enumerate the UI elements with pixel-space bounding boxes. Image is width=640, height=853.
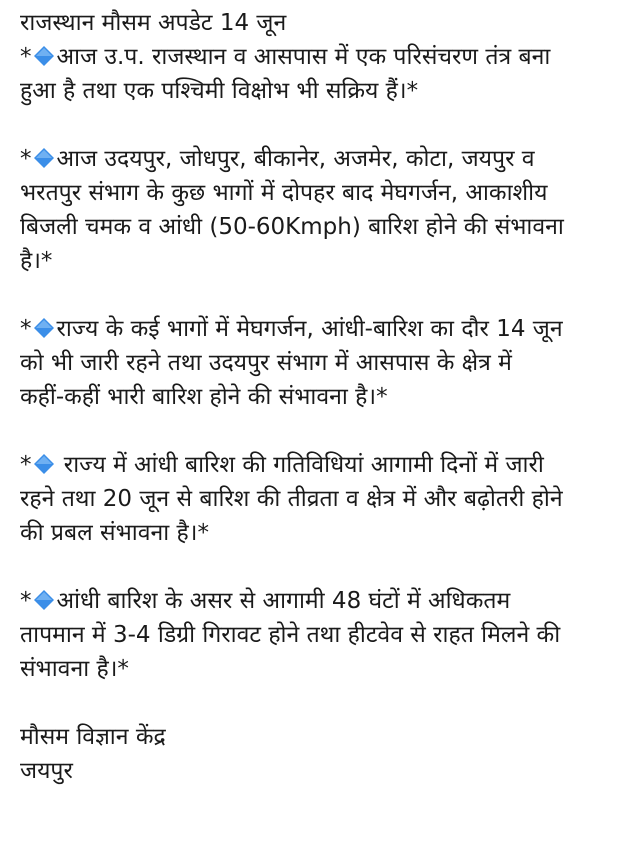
bullet-prefix: * (20, 146, 32, 172)
paragraph-line: रहने तथा 20 जून से बारिश की तीव्रता व क्षेत्र में और बढ़ोतरी होने (20, 486, 563, 512)
paragraph-line: को भी जारी रहने तथा उदयपुर संभाग में आसपास के क्षेत्र में (20, 350, 512, 376)
paragraph-line: आंधी बारिश के असर से आगामी 48 घंटों में अधिकतम (56, 588, 511, 614)
bullet-paragraph-2 (20, 142, 620, 278)
blue-diamond-icon (33, 147, 55, 169)
bullet-prefix: * (20, 588, 32, 614)
paragraph-line: आज उदयपुर, जोधपुर, बीकानेर, अजमेर, कोटा, जयपुर व (56, 146, 535, 172)
bullet-paragraph-4 (20, 448, 620, 550)
signature (20, 720, 620, 788)
bullet-paragraph-1 (20, 40, 620, 108)
paragraph-line: की प्रबल संभावना है।* (20, 520, 209, 546)
paragraph-line: तापमान में 3-4 डिग्री गिरावट होने तथा हीटवेव से राहत मिलने की (20, 622, 561, 648)
bullet-prefix: * (20, 44, 32, 70)
blue-diamond-icon (33, 453, 55, 475)
message-title-block (20, 6, 620, 40)
signature-city: जयपुर (20, 758, 73, 784)
paragraph-line: हुआ है तथा एक पश्चिमी विक्षोभ भी सक्रिय हैं।* (20, 78, 419, 104)
paragraph-line: आज उ.प. राजस्थान व आसपास में एक परिसंचरण तंत्र बना (56, 44, 551, 70)
blue-diamond-icon (33, 45, 55, 67)
bullet-prefix: * (20, 316, 32, 342)
blue-diamond-icon (33, 589, 55, 611)
paragraph-line: संभावना है।* (20, 656, 129, 682)
bullet-paragraph-3 (20, 312, 620, 414)
paragraph-line: राज्य में आंधी बारिश की गतिविधियां आगामी दिनों में जारी (56, 452, 544, 478)
bullet-prefix: * (20, 452, 32, 478)
paragraph-line: कहीं-कहीं भारी बारिश होने की संभावना है।* (20, 384, 388, 410)
paragraph-line: भरतपुर संभाग के कुछ भागों में दोपहर बाद मेघगर्जन, आकाशीय (20, 180, 548, 206)
signature-department: मौसम विज्ञान केंद्र (20, 724, 166, 750)
bullet-paragraph-5 (20, 584, 620, 686)
paragraph-line: राज्य के कई भागों में मेघगर्जन, आंधी-बारिश का दौर 14 जून (56, 316, 563, 342)
paragraph-line: बिजली चमक व आंधी (50-60Kmph) बारिश होने की संभावना (20, 214, 564, 240)
blue-diamond-icon (33, 317, 55, 339)
paragraph-line: है।* (20, 248, 53, 274)
message-title: राजस्थान मौसम अपडेट 14 जून (20, 10, 287, 36)
